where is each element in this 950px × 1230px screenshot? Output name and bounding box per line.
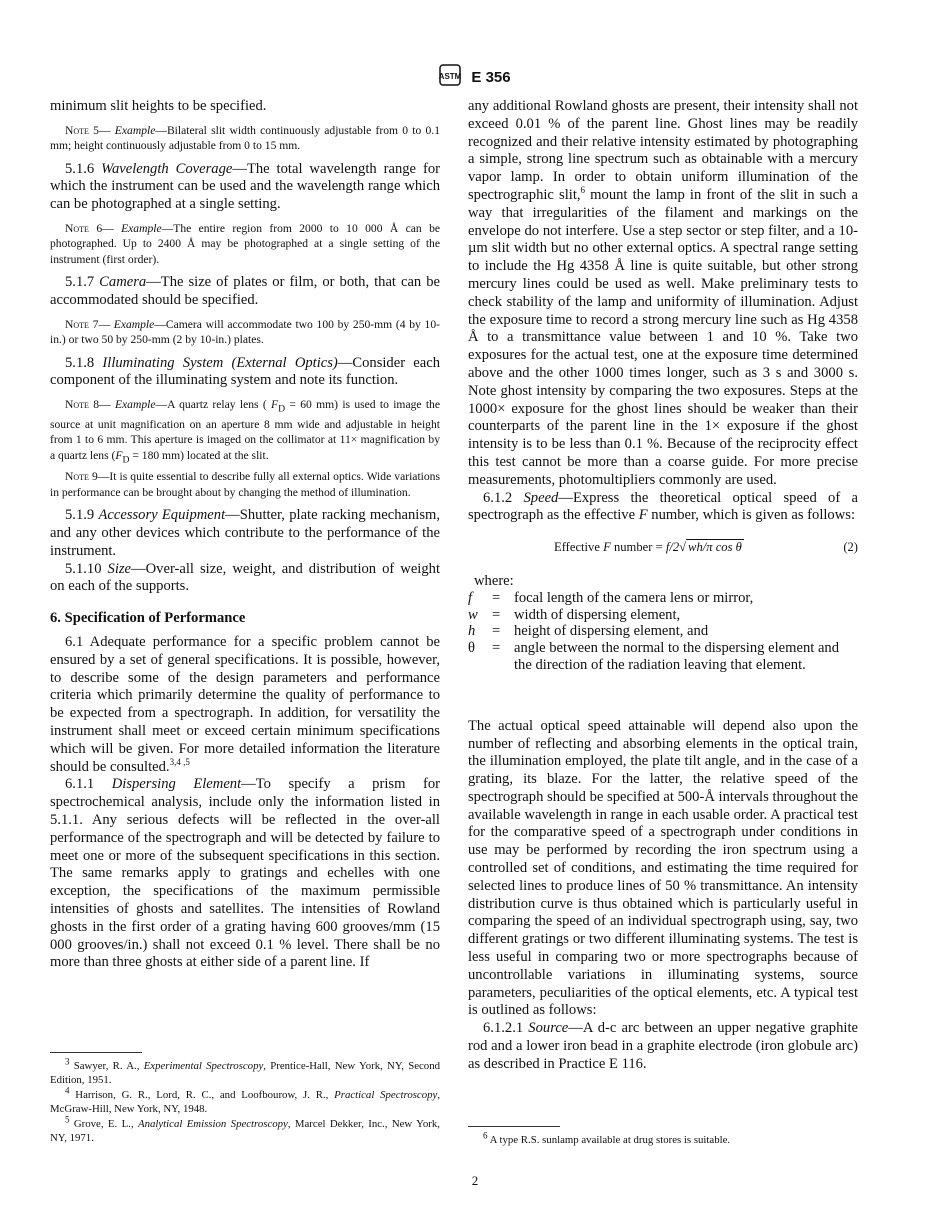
paragraph-speed: The actual optical speed attainable will depend also upon the number of reflecting and absorbing elements in the optical train, the illumination employed, the plate tilt angle, and in the case of a grating, its blaze. For the latter, the relative speed of the spectrograph should be specified at 500-Å intervals throughout the available wavelength in range in each usable order. A practical test for the comparative speed of a spectrograph under conditions in use may be performed by recording the iron spectrum using a controlled set of conditions, and estimating the time required for selected lines to produce lines of 50 % transmittance. An intensity distribution curve is thus obtained which is particularly useful in comparing the speed of an individual spectrograph using, say, two different gratings or two different illuminating systems. The test is less useful in comparing two or more spectrographs because of uncontrollable variations in illuminating systems, source parameters, peculiarities of the optical elements, etc. A typical test is outlined as follows:	[468, 717, 858, 1019]
astm-logo-icon	[439, 64, 461, 91]
section-5-1-10: 5.1.10 Size—Over-all size, weight, and distribution of weight on each of the supports.	[50, 560, 441, 595]
where-label: where:	[474, 572, 514, 589]
where-list	[468, 573, 858, 674]
section-5-1-8: 5.1.8 Illuminating System (External Optics)—Consider each component of the illuminating system and note its function.	[50, 354, 441, 389]
section-5-1-7: 5.1.7 Camera—The size of plates or film, or both, that can be accommodated should be specified.	[50, 274, 440, 309]
footnote-6: $^6$ A type R.S. sunlamp available at drug stores is suitable.	[483, 1130, 731, 1146]
section-5-1-6: 5.1.6 Wavelength Coverage—The total wavelength range for which the instrument can be used and the wavelength range which can be photographed at a single setting.	[50, 160, 440, 213]
note-5: Note 5— Example—Bilateral slit width continuously adjustable from 0 to 0.1 mm; height continuously adjustable from 0 to 15 mm.	[50, 123, 440, 153]
footnote-rule	[468, 1126, 560, 1127]
where-item: h = height of dispersing element, and	[468, 623, 709, 640]
paragraph-ghosts: any additional Rowland ghosts are present, their intensity shall not exceed 0.01 % of the parent line. Ghost lines may be readily recognized and their relative intensity estimated by photographing a simple, strong line spectrum such as obtainable with a mercury vapor lamp. In order to obtain uniform illumination of the spectrographic slit,$^6$ mount the lamp in front of the slit in such a way that irregularities of the filament and markings on the envelope do not interfere. Use a step sector or step filter, and a 10-µm slit width but no other external optics. A spectral range setting to include the Hg 4358 Å line is quite suitable, but other strong mercury lines could be used as well. Make preliminary tests to check stability of the lamp and uniformity of illumination. Adjust the exposure time to record a strong mercury line such as Hg 4358 Å to a transmittance value between 1 and 10 %. Take two exposures for the actual test, one at the exposure time determined above and the other 1000 times longer, such as 3 s and 3000 s. Note ghost intensity by comparing the two exposures. Steps at the 1000× exposure for the ghost lines should be weaker than their counterparts of the parent line in the 1× exposure if the ghost intensity is to be less than 0.1 %. Because of the reciprocity effect this test cannot be more than a coarse guide. For more precise measurements, photomultipliers commonly are used.	[468, 98, 858, 488]
where-item: f = focal length of the camera lens or mirror,	[468, 589, 754, 606]
section-6-1-2: 6.1.2 Speed—Express the theoretical optical speed of a spectrograph as the effective F number, which is given as follows:	[468, 489, 858, 524]
svg-text:ASTM: ASTM	[439, 72, 462, 81]
footnote-rule	[50, 1052, 142, 1053]
footnotes-left	[50, 1052, 440, 1146]
footnote-5: $^5$ Grove, E. L., Analytical Emission Spectroscopy, Marcel Dekker, Inc., New York, NY, 1971.	[50, 1114, 440, 1144]
section-6-heading: 6. Specification of Performance	[50, 610, 246, 627]
page-number: 2	[471, 1173, 479, 1188]
note-7: Note 7— Example—Camera will accommodate two 100 by 250-mm (4 by 10-in.) or two 50 by 250-mm (2 by 10-in.) plates.	[50, 317, 440, 347]
page-header	[0, 64, 950, 91]
equation-2	[468, 539, 858, 557]
section-5-1-9: 5.1.9 Accessory Equipment—Shutter, plate racking mechanism, and any other devices which contribute to the performance of the instrument.	[50, 507, 440, 559]
footnote-3: $^3$ Sawyer, R. A., Experimental Spectroscopy, Prentice-Hall, New York, NY, Second Edition, 1951.	[50, 1056, 441, 1086]
paragraph: minimum slit heights to be specified.	[50, 98, 267, 114]
section-6-1: 6.1 Adequate performance for a specific problem cannot be ensured by a set of general specifications. It is possible, however, to describe some of the design parameters and performance criteria which primarily determine the quality of performance to be expected from a spectrograph. In addition, for versatility the instrument shall meet or exceed certain minimum specifications which will be given. For more detailed information the literature should be consulted.$^{3,4 ,5}$	[50, 634, 440, 775]
note-9: Note 9—It is quite essential to describe fully all external optics. Wide variations in performance can be brought about by changing the method of illumination.	[50, 470, 440, 499]
section-6-1-1: 6.1.1 Dispersing Element—To specify a prism for spectrochemical analysis, include only the information listed in 5.1.1. Any serious defects will be reflected in the over-all performance of the spectrograph and will be detected by failure to meet one or more of the subsequent specifications in this section. The same remarks apply to gratings and echelles with one exception, the specifications of the maximum permissible intensities of ghosts and satellites. The intensities of Rowland ghosts in the first order of a grating having 600 grooves/mm (15 000 grooves/in.) shall not exceed 0.1 % level. There shall be no more than three ghosts at either side of a parent line. If	[50, 776, 440, 971]
footnotes-right	[468, 1126, 858, 1147]
equation-body: Effective F number = f/2√ wh/π cos θ	[554, 540, 742, 555]
where-item: w = width of dispersing element,	[468, 606, 681, 623]
section-6-1-2-1: 6.1.2.1 Source—A d-c arc between an upper negative graphite rod and a lower iron bead in a graphite electrode (iron globule arc) as described in Practice E 116.	[468, 1020, 858, 1072]
right-column	[468, 98, 858, 1074]
where-item: θ = angle between the normal to the dispersing element and the direction of the radiation leaving that element.	[468, 640, 840, 673]
standard-designation: E 356	[471, 69, 511, 86]
note-6: Note 6— Example—The entire region from 2000 to 10 000 Å can be photographed. Up to 2400 Å may be photographed at a single setting of the instrument (first order).	[50, 222, 441, 266]
equation-number: (2)	[843, 540, 858, 555]
left-column	[50, 98, 440, 972]
note-8: Note 8— Example—A quartz relay lens ( $F_D = 60$ mm) is used to image the source at unit magnification on an aperture 8 mm wide and adjustable in height from 1 to 6 mm. This aperture is imaged on the collimator at 11× magnification by a quartz lens ($F_D = 180$ mm) located at the slit.	[50, 398, 441, 466]
footnote-4: $^4$ Harrison, G. R., Lord, R. C., and Loofbourow, J. R., Practical Spectroscopy, McGraw-Hill, New York, NY, 1948.	[50, 1085, 441, 1115]
